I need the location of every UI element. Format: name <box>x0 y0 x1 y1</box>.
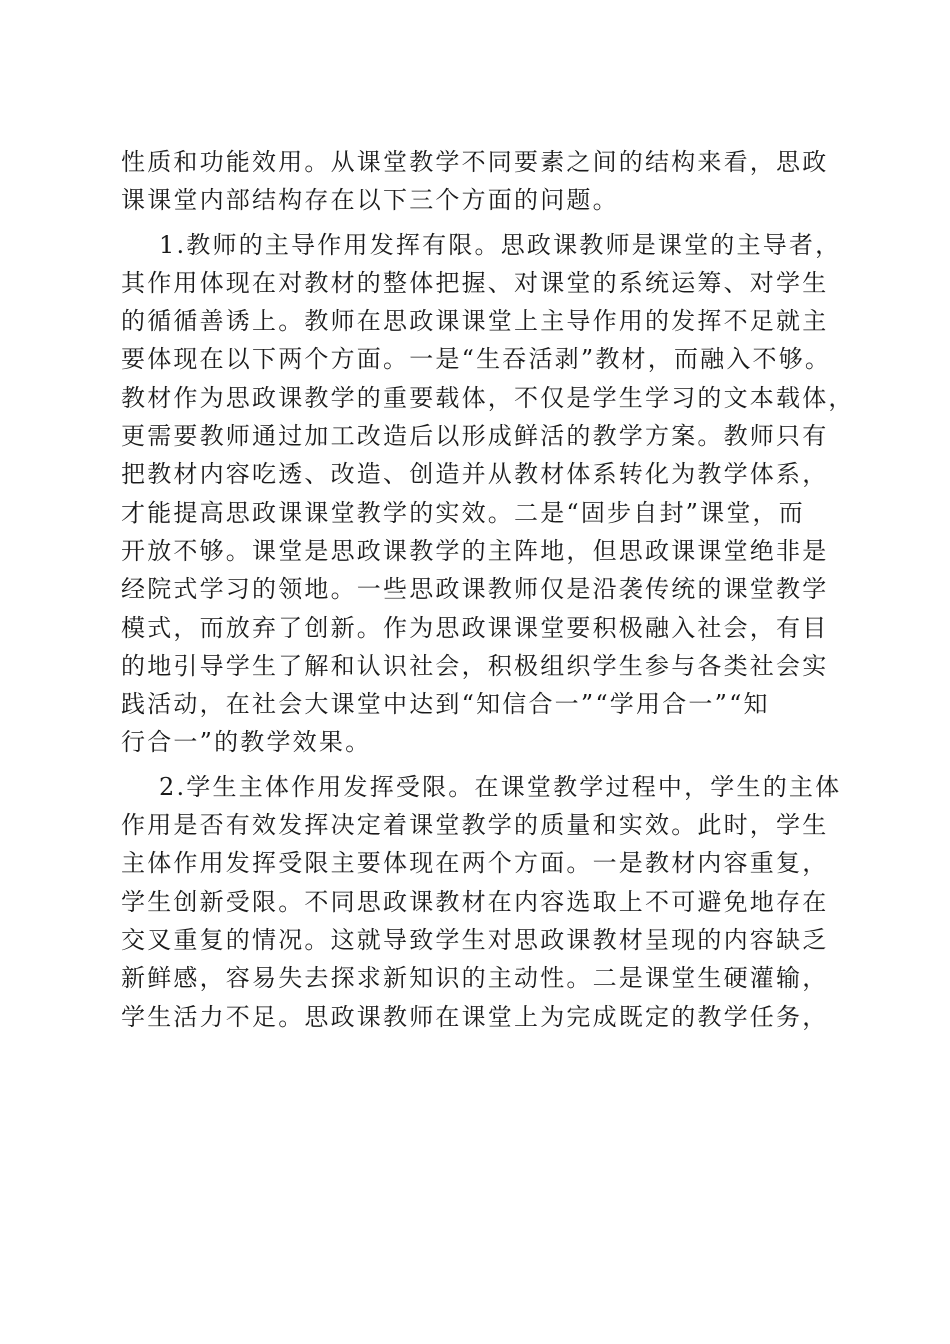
text-line: 更需要教师通过加工改造后以形成鲜活的教学方案。教师只有 <box>121 422 829 451</box>
text-line: 的循循善诱上。教师在思政课课堂上主导作用的发挥不足就主 <box>121 307 829 336</box>
text-line: 的地引导学生了解和认识社会，积极组织学生参与各类社会实 <box>121 651 829 680</box>
text-line: 学生创新受限。不同思政课教材在内容选取上不可避免地存在 <box>121 887 829 916</box>
paragraph-1-heading-line: 1.教师的主导作用发挥有限。思政课教师是课堂的主导者， <box>159 230 842 259</box>
text-line: 把教材内容吃透、改造、创造并从教材体系转化为教学体系， <box>121 460 829 489</box>
text-line: 才能提高思政课课堂教学的实效。二是“固步自封”课堂，而 <box>121 498 805 527</box>
text-line: 经院式学习的领地。一些思政课教师仅是沿袭传统的课堂教学 <box>121 575 829 604</box>
text-line: 教材作为思政课教学的重要载体，不仅是学生学习的文本载体， <box>121 383 855 412</box>
text-line: 交叉重复的情况。这就导致学生对思政课教材呈现的内容缺乏 <box>121 925 829 954</box>
text-line: 要体现在以下两个方面。一是“生吞活剥”教材，而融入不够。 <box>121 345 832 374</box>
text-line: 新鲜感，容易失去探求新知识的主动性。二是课堂生硬灌输， <box>121 964 829 993</box>
text-line: 行合一”的教学效果。 <box>121 728 372 757</box>
text-line: 践活动，在社会大课堂中达到“知信合一”“学用合一”“知 <box>121 690 770 719</box>
text-line: 开放不够。课堂是思政课教学的主阵地，但思政课课堂绝非是 <box>121 536 829 565</box>
text-line: 课课堂内部结构存在以下三个方面的问题。 <box>121 186 619 215</box>
text-line: 模式，而放弃了创新。作为思政课课堂要积极融入社会，有目 <box>121 613 829 642</box>
text-line: 学生活力不足。思政课教师在课堂上为完成既定的教学任务， <box>121 1002 829 1031</box>
body-text <box>121 143 855 1036</box>
text-line: 其作用体现在对教材的整体把握、对课堂的系统运筹、对学生 <box>121 268 829 297</box>
paragraph-2-heading-line: 2.学生主体作用发挥受限。在课堂教学过程中，学生的主体 <box>159 772 842 801</box>
text-line: 作用是否有效发挥决定着课堂教学的质量和实效。此时，学生 <box>121 811 829 840</box>
text-line: 性质和功能效用。从课堂教学不同要素之间的结构来看，思政 <box>121 148 829 176</box>
text-line: 主体作用发挥受限主要体现在两个方面。一是教材内容重复， <box>121 849 829 878</box>
